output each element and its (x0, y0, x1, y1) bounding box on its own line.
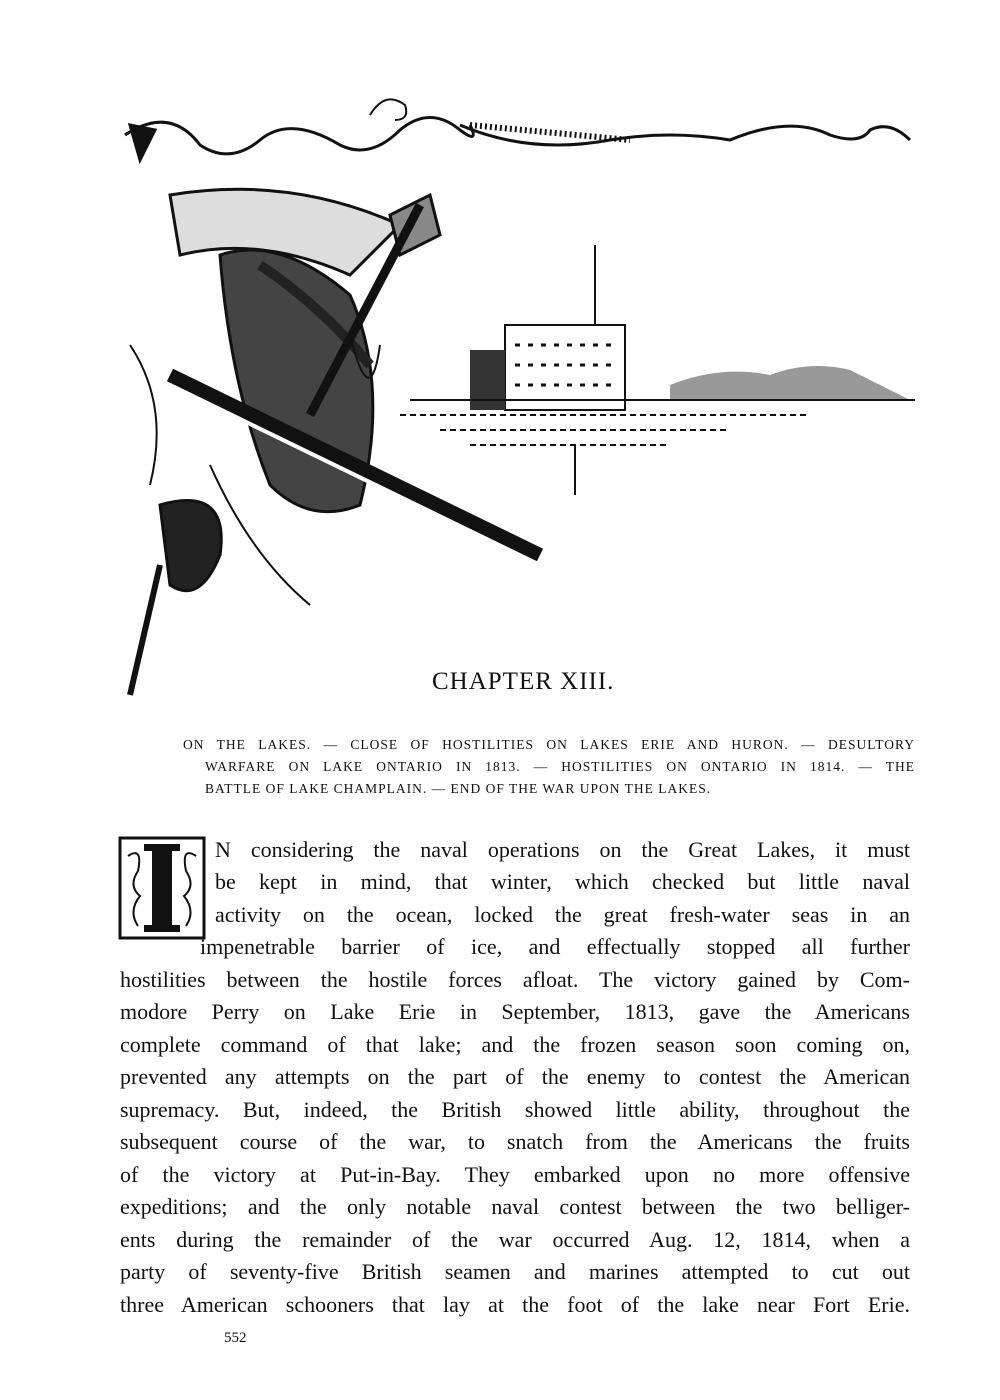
body-text-line: complete command of that lake; and the frozen season soon coming on, (120, 1032, 910, 1057)
body-text-line: activity on the ocean, locked the great fresh-water seas in an (215, 902, 910, 927)
chapter-summary-line: ON THE LAKES. — CLOSE OF HOSTILITIES ON LAKES ERIE AND HURON. — DESULTORY (183, 737, 915, 752)
body-text-line: hostilities between the hostile forces afloat. The victory gained by Com- (120, 967, 910, 992)
body-text-line: impenetrable barrier of ice, and effectually stopped all further (200, 934, 910, 959)
body-text-line: of the victory at Put-in-Bay. They embarked upon no more offensive (120, 1162, 910, 1187)
dropcap-letter: I (162, 896, 163, 897)
body-text-line: subsequent course of the war, to snatch from the Americans the fruits (120, 1129, 910, 1154)
chapter-title: CHAPTER XIII. (432, 668, 615, 695)
body-text-line: supremacy. But, indeed, the British showed little ability, throughout the (120, 1097, 910, 1122)
body-text-line: three American schooners that lay at the foot of the lake near Fort Erie. (120, 1292, 910, 1317)
chapter-summary-line: WARFARE ON LAKE ONTARIO IN 1813. — HOSTILITIES ON ONTARIO IN 1814. — THE (205, 759, 915, 774)
body-text-line: modore Perry on Lake Erie in September, 1813, gave the Americans (120, 999, 910, 1024)
scroll-ornament (125, 99, 910, 160)
weapons-trophy-drawing (130, 189, 540, 695)
body-text-line: be kept in mind, that winter, which checked but little naval (215, 869, 910, 894)
body-text-line: prevented any attempts on the part of the enemy to contest the American (120, 1064, 910, 1089)
body-text-line: expeditions; and the only notable naval contest between the two belliger- (120, 1194, 910, 1219)
fort-on-lake-drawing (400, 245, 915, 495)
body-text-line: N considering the naval operations on the Great Lakes, it must (215, 837, 910, 862)
chapter-summary-line: BATTLE OF LAKE CHAMPLAIN. — END OF THE WAR UPON THE LAKES. (205, 781, 712, 796)
body-text-line: party of seventy-five British seamen and marines attempted to cut out (120, 1259, 910, 1284)
body-text-line: ents during the remainder of the war occurred Aug. 12, 1814, when a (120, 1227, 910, 1252)
decorative-initial-i (118, 836, 206, 940)
chapter-header-illustration (110, 85, 920, 715)
page-number: 552 (224, 1330, 247, 1346)
